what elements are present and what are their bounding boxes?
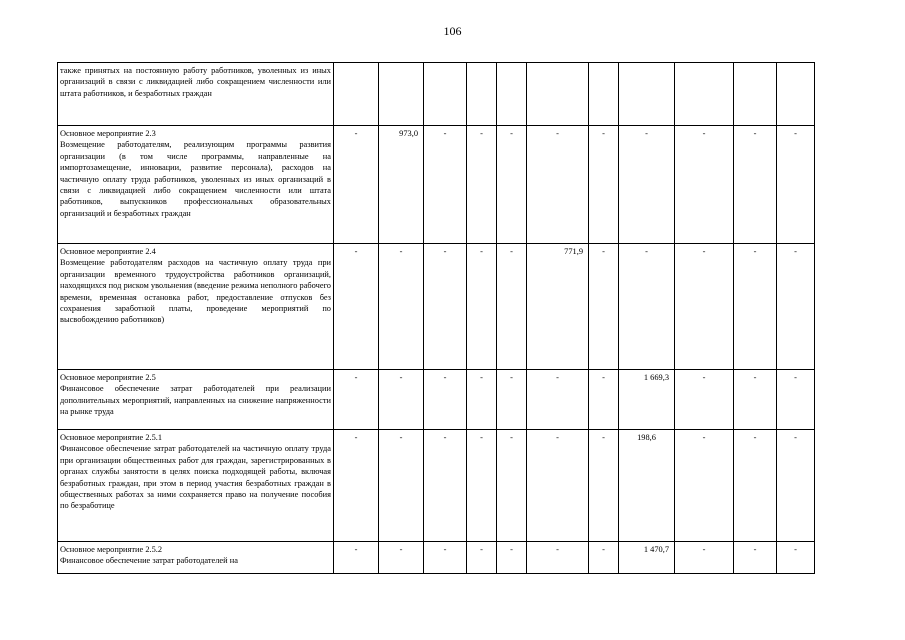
value-cell: 771,9 (527, 244, 589, 370)
page-number: 106 (443, 24, 462, 38)
activity-description: Финансовое обеспечение затрат работодателей при реализации дополнительных мероприятий, направленных на снижение напряженности на рынке труда (60, 384, 331, 417)
value-cell: - (589, 126, 619, 244)
table-row (58, 63, 815, 126)
value-cell: - (777, 126, 815, 244)
value-cell: - (379, 370, 424, 430)
value-cell: - (734, 542, 777, 574)
activity-cell (58, 370, 334, 430)
activity-title: Основное мероприятие 2.3 (60, 129, 156, 138)
value-cell: - (734, 370, 777, 430)
value-cell: - (675, 370, 734, 430)
value-cell: 1 470,7 (619, 542, 675, 574)
value-cell (379, 63, 424, 126)
value-cell: - (467, 244, 497, 370)
value-cell: - (497, 430, 527, 542)
activity-cell (58, 244, 334, 370)
value-cell: - (619, 244, 675, 370)
value-cell: - (467, 370, 497, 430)
table-row (58, 370, 815, 430)
value-cell: 1 669,3 (619, 370, 675, 430)
activity-title: Основное мероприятие 2.4 (60, 247, 156, 256)
value-cell: - (675, 244, 734, 370)
value-cell (675, 63, 734, 126)
activities-table (57, 62, 815, 574)
table-row (58, 430, 815, 542)
value-cell: - (497, 126, 527, 244)
value-cell (619, 63, 675, 126)
value-cell: - (527, 542, 589, 574)
value-cell (589, 63, 619, 126)
value-cell: - (379, 542, 424, 574)
value-cell: - (497, 244, 527, 370)
value-cell: - (424, 244, 467, 370)
activity-cell (58, 126, 334, 244)
value-cell: - (497, 542, 527, 574)
value-cell: - (619, 126, 675, 244)
value-cell (497, 63, 527, 126)
value-cell: - (527, 126, 589, 244)
value-cell (777, 63, 815, 126)
value-cell: - (424, 430, 467, 542)
value-cell: - (777, 370, 815, 430)
value-cell: - (334, 244, 379, 370)
value-cell (734, 63, 777, 126)
value-cell: - (527, 370, 589, 430)
value-cell: - (734, 244, 777, 370)
value-cell: - (675, 542, 734, 574)
value-cell: - (379, 244, 424, 370)
value-cell: - (334, 430, 379, 542)
value-cell (424, 63, 467, 126)
activity-cell (58, 63, 334, 126)
value-cell: - (424, 126, 467, 244)
activity-description: Финансовое обеспечение затрат работодателей на частичную оплату труда при организации общественных работ для граждан, зарегистрированных в органах службы занятости в целях поиска подходящей работы, включая безработных граждан, при этом в период участия безработных граждан в общественных работах за ними сохраняется право на получение пособия по безработице (60, 444, 331, 511)
activity-cell (58, 542, 334, 574)
value-cell: - (777, 430, 815, 542)
value-cell: - (675, 126, 734, 244)
activity-description: Финансовое обеспечение затрат работодателей на (60, 556, 238, 566)
value-cell: - (467, 542, 497, 574)
value-cell: - (777, 542, 815, 574)
value-cell: 198,6 (619, 430, 675, 542)
value-cell: - (589, 542, 619, 574)
activity-description: Возмещение работодателям расходов на частичную оплату труда при организации временного трудоустройства работников организаций, находящихся под риском увольнения (введение режима неполного рабочего времени, временная остановка работ, предоставление отпусков без сохранения заработной платы, проведение мероприятий по высвобождению работников) (60, 258, 331, 325)
table-row (58, 126, 815, 244)
value-cell: - (527, 430, 589, 542)
table-row (58, 244, 815, 370)
value-cell: - (334, 370, 379, 430)
value-cell: - (497, 370, 527, 430)
value-cell: - (734, 126, 777, 244)
value-cell: - (589, 430, 619, 542)
value-cell: - (777, 244, 815, 370)
value-cell: 973,0 (379, 126, 424, 244)
value-cell: - (334, 126, 379, 244)
value-cell (527, 63, 589, 126)
value-cell: - (424, 370, 467, 430)
value-cell (334, 63, 379, 126)
value-cell: - (734, 430, 777, 542)
value-cell: - (379, 430, 424, 542)
value-cell: - (334, 542, 379, 574)
activity-title: Основное мероприятие 2.5.1 (60, 433, 163, 442)
value-cell: - (467, 430, 497, 542)
value-cell: - (467, 126, 497, 244)
activity-cell (58, 430, 334, 542)
activity-title: Основное мероприятие 2.5.2 (60, 545, 163, 554)
activity-description: Возмещение работодателям, реализующим программы развития организации (в том числе программы, направленные на импортозамещение, инновации, развитие персонала), расходов на частичную оплату труда работников, уволенных из иных организаций в связи с ликвидацией либо сокращением численности или штата работников, выпускников профессиональных образовательных организаций и безработных граждан (60, 140, 331, 218)
value-cell: - (589, 370, 619, 430)
value-cell: - (589, 244, 619, 370)
value-cell (467, 63, 497, 126)
table-row (58, 542, 815, 574)
value-cell: - (675, 430, 734, 542)
activity-description: также принятых на постоянную работу работников, уволенных из иных организаций в связи с ликвидацией либо сокращением численности или штата работников, и безработных граждан (60, 66, 331, 98)
activity-title: Основное мероприятие 2.5 (60, 373, 156, 382)
value-cell: - (424, 542, 467, 574)
